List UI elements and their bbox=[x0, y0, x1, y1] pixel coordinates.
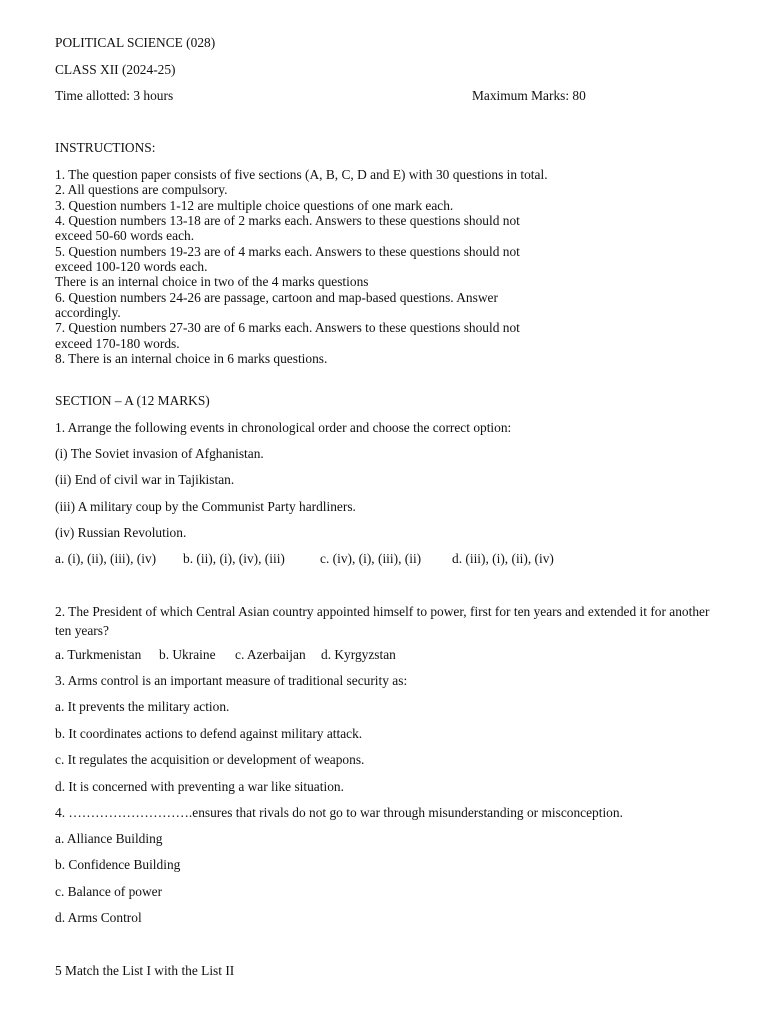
instruction-line: 7. Question numbers 27-30 are of 6 marks each. Answers to these questions should not bbox=[55, 320, 520, 335]
question-1-item: (iii) A military coup by the Communist Party hardliners. bbox=[55, 499, 356, 514]
question-2-option-b: b. Ukraine bbox=[159, 647, 216, 662]
instruction-line: 3. Question numbers 1-12 are multiple choice questions of one mark each. bbox=[55, 198, 454, 213]
question-4-option-a: a. Alliance Building bbox=[55, 831, 163, 846]
question-3-option-c: c. It regulates the acquisition or development of weapons. bbox=[55, 752, 365, 767]
instruction-line: 8. There is an internal choice in 6 marks questions. bbox=[55, 351, 328, 366]
question-2-option-c: c. Azerbaijan bbox=[235, 647, 306, 662]
question-3-option-d: d. It is concerned with preventing a war like situation. bbox=[55, 779, 344, 794]
question-4-option-d: d. Arms Control bbox=[55, 910, 142, 925]
instruction-line: 4. Question numbers 13-18 are of 2 marks each. Answers to these questions should not bbox=[55, 213, 520, 228]
question-1: 1. Arrange the following events in chronological order and choose the correct option: bbox=[55, 420, 512, 435]
question-3-option-a: a. It prevents the military action. bbox=[55, 699, 230, 714]
instruction-line: exceed 100-120 words each. bbox=[55, 259, 208, 274]
time-allotted: Time allotted: 3 hours bbox=[55, 88, 174, 103]
instruction-line: accordingly. bbox=[55, 305, 121, 320]
subject-title: POLITICAL SCIENCE (028) bbox=[55, 35, 216, 50]
question-1-item: (ii) End of civil war in Tajikistan. bbox=[55, 472, 235, 487]
question-2-option-d: d. Kyrgyzstan bbox=[321, 647, 396, 662]
instruction-line: 2. All questions are compulsory. bbox=[55, 182, 228, 197]
instruction-line: 5. Question numbers 19-23 are of 4 marks each. Answers to these questions should not bbox=[55, 244, 520, 259]
instruction-line: exceed 50-60 words each. bbox=[55, 228, 195, 243]
instruction-line: 1. The question paper consists of five sections (A, B, C, D and E) with 30 questions in total. bbox=[55, 167, 548, 182]
section-a-heading: SECTION – A (12 MARKS) bbox=[55, 393, 210, 408]
question-4-option-c: c. Balance of power bbox=[55, 884, 163, 899]
question-4: 4. ……………………….ensures that rivals do not go to war through misunderstanding or misconception. bbox=[55, 805, 623, 820]
question-1-option-a: a. (i), (ii), (iii), (iv) bbox=[55, 551, 157, 566]
question-2-option-a: a. Turkmenistan bbox=[55, 647, 142, 662]
question-3-option-b: b. It coordinates actions to defend against military attack. bbox=[55, 726, 363, 741]
instruction-line: 6. Question numbers 24-26 are passage, cartoon and map-based questions. Answer bbox=[55, 290, 498, 305]
question-3: 3. Arms control is an important measure of traditional security as: bbox=[55, 673, 408, 688]
question-1-option-c: c. (iv), (i), (iii), (ii) bbox=[320, 551, 422, 566]
instruction-line: exceed 170-180 words. bbox=[55, 336, 180, 351]
question-4-option-b: b. Confidence Building bbox=[55, 857, 181, 872]
instruction-line: There is an internal choice in two of the 4 marks questions bbox=[55, 274, 369, 289]
question-1-option-b: b. (ii), (i), (iv), (iii) bbox=[183, 551, 285, 566]
question-5: 5 Match the List I with the List II bbox=[55, 963, 235, 978]
question-1-item: (iv) Russian Revolution. bbox=[55, 525, 187, 540]
question-1-item: (i) The Soviet invasion of Afghanistan. bbox=[55, 446, 264, 461]
question-1-options bbox=[55, 551, 554, 566]
question-2-options bbox=[55, 647, 396, 662]
question-1-option-d: d. (iii), (i), (ii), (iv) bbox=[452, 551, 554, 566]
question-2: 2. The President of which Central Asian country appointed himself to power, first for ten years and extended it for another ten years? bbox=[55, 604, 710, 638]
class-title: CLASS XII (2024-25) bbox=[55, 62, 176, 77]
instructions-heading: INSTRUCTIONS: bbox=[55, 140, 156, 155]
maximum-marks: Maximum Marks: 80 bbox=[472, 88, 586, 103]
